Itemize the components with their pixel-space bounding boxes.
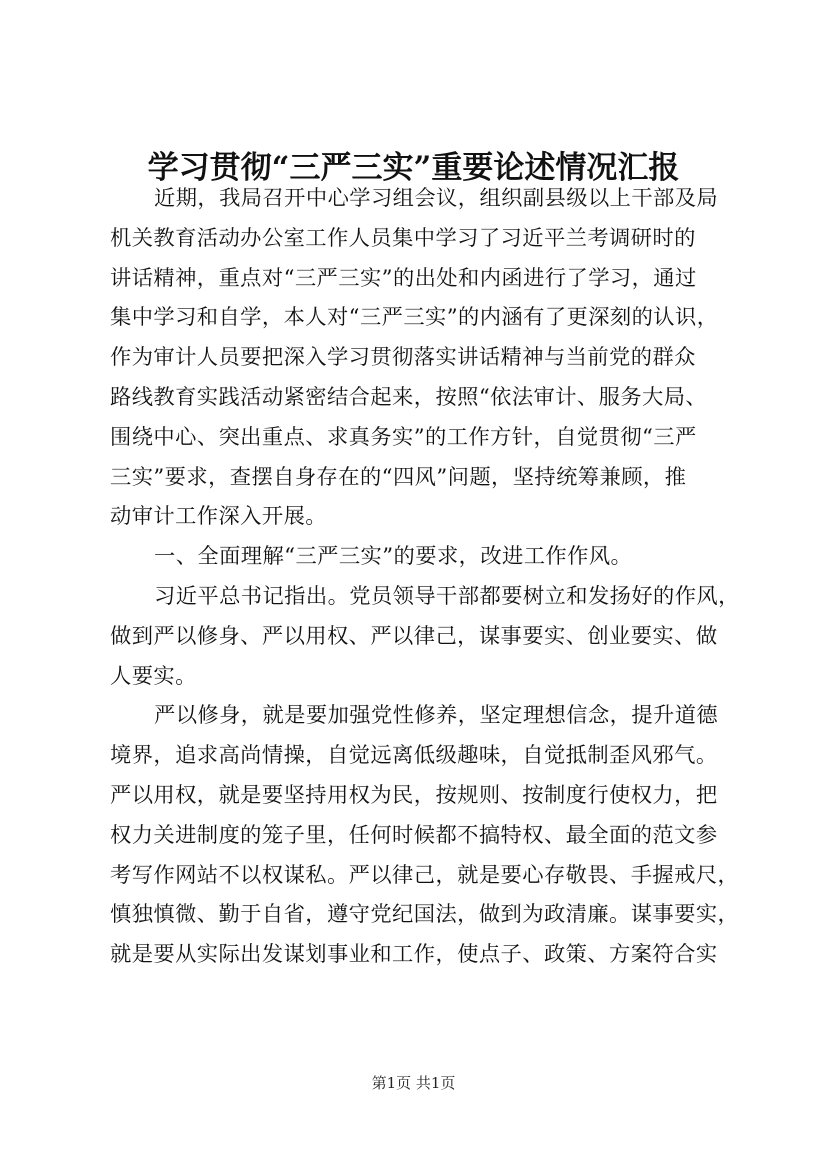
document-body [110,179,740,975]
paragraph-line: 就是要从实际出发谋划事业和工作，使点子、政策、方案符合实 [110,942,718,968]
paragraph-line: 三实”要求，查摆自身存在的“四风”问题，坚持统筹兼顾，推 [110,464,687,490]
paragraph-line: 严以修身，就是要加强党性修养，坚定理想信念，提升道德 [154,703,719,729]
paragraph-line: 做到严以修身、严以用权、严以律己，谋事要实、创业要实、做 [110,623,718,649]
paragraph-line: 人要实。 [110,663,197,689]
document-title: 学习贯彻“三严三实”重要论述情况汇报 [147,150,680,186]
paragraph-line: 路线教育实践活动紧密结合起来，按照“依法审计、服务大局、 [110,384,708,410]
paragraph-line: 境界，追求高尚情操，自觉远离低级趣味，自觉抵制歪风邪气。 [110,743,718,769]
paragraph-line: 考写作网站不以权谋私。严以律己，就是要心存敬畏、手握戒尺， [110,862,740,888]
section-heading: 一、全面理解“三严三实”的要求，改进工作作风。 [154,544,633,570]
paragraph-line: 严以用权，就是要坚持用权为民，按规则、按制度行使权力，把 [110,782,718,808]
paragraph-line: 慎独慎微、勤于自省，遵守党纪国法，做到为政清廉。谋事要实， [110,902,740,928]
paragraph-line: 作为审计人员要把深入学习贯彻落实讲话精神与当前党的群众 [110,345,696,371]
paragraph-line: 习近平总书记指出。党员领导干部都要树立和发扬好的作风， [154,583,740,609]
paragraph-line: 近期，我局召开中心学习组会议，组织副县级以上干部及局 [154,186,719,211]
paragraph-line: 权力关进制度的笼子里，任何时候都不搞特权、最全面的范文参 [110,822,718,848]
paragraph-line: 集中学习和自学，本人对“三严三实”的内涵有了更深刻的认识， [110,305,719,331]
paragraph-line: 围绕中心、突出重点、求真务实”的工作方针，自觉贯彻“三严 [110,424,697,450]
page-number-footer: 第1页 共1页 [371,1074,456,1092]
paragraph-line: 机关教育活动办公室工作人员集中学习了习近平兰考调研时的 [110,225,696,251]
paragraph-line: 动审计工作深入开展。 [110,504,327,530]
paragraph-line: 讲话精神，重点对“三严三实”的出处和内函进行了学习，通过 [110,265,697,291]
